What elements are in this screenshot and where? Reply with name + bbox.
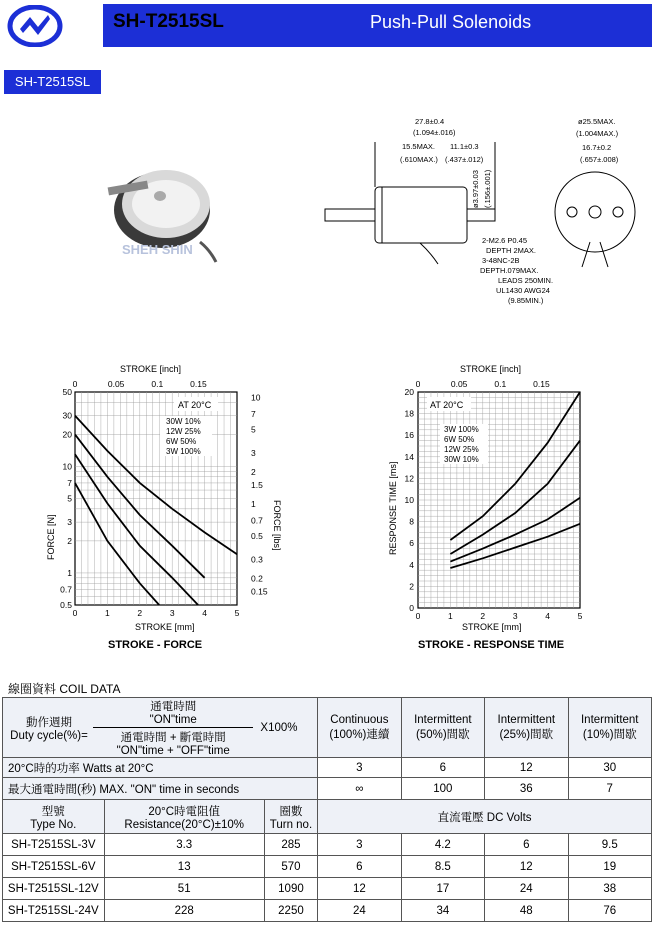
force-lbs-tick: 3: [251, 448, 256, 459]
table-row: [3, 856, 652, 878]
resistance-cell: 13: [104, 856, 264, 878]
time-y-tick: 8: [409, 516, 414, 527]
force-lbs-tick: 5: [251, 424, 256, 435]
dc-volt-cell: 6: [485, 834, 568, 856]
x100-label: X100%: [260, 721, 298, 734]
note-6: UL1430 AWG24: [496, 286, 550, 295]
resistance-cell: 51: [104, 878, 264, 900]
product-photo: [100, 150, 225, 270]
time-inch-tick: 0: [415, 379, 421, 389]
time-y-tick: 10: [404, 495, 414, 505]
dim-length-in: (1.094±.016): [413, 128, 456, 137]
time-x-tick: 4: [545, 611, 550, 621]
force-caption: STROKE - FORCE: [108, 639, 203, 651]
dc-volt-cell: 12: [485, 856, 568, 878]
force-y-tick: 50: [62, 387, 72, 397]
time-y-tick: 2: [409, 581, 414, 592]
dimension-drawing: [320, 112, 650, 312]
type-cell: SH-T2515SL-3V: [3, 834, 105, 856]
table-row: [3, 900, 652, 922]
mode-cn: (50%)間歇: [415, 728, 470, 741]
product-title: Push-Pull Solenoids: [370, 12, 532, 32]
ontime-value: 7: [568, 778, 651, 800]
time-y-tick: 14: [404, 451, 414, 462]
watts-value: 6: [401, 758, 484, 778]
resistance-cell: 228: [104, 900, 264, 922]
force-x-tick: 1: [105, 608, 110, 618]
dim-pitch: 16.7±0.2: [582, 143, 612, 152]
force-lbs-tick: 0.15: [251, 586, 268, 597]
stroke-response-time-chart: [380, 360, 630, 660]
force-lbs-tick: 10: [251, 392, 261, 403]
force-y-tick: 0.5: [60, 600, 72, 610]
dim-pitch-in: (.657±.008): [580, 155, 619, 164]
mode-en: Continuous: [330, 713, 389, 726]
force-inch-tick: 0: [72, 379, 78, 389]
turn-cn: 圈數: [279, 805, 303, 818]
force-right-label: FORCE [lbs]: [272, 500, 282, 551]
watts-value: 30: [568, 758, 651, 778]
time-top-label: STROKE [inch]: [460, 364, 522, 374]
force-lbs-tick: 0.3: [251, 554, 263, 565]
time-legend-1: 3W 100%: [444, 425, 479, 434]
mode-25: [485, 698, 568, 758]
time-x-tick: 3: [512, 611, 518, 621]
force-inch-tick: 0.15: [190, 379, 207, 389]
time-y-tick: 0: [409, 603, 414, 613]
ontime-value: 100: [401, 778, 484, 800]
dc-volt-cell: 48: [485, 900, 568, 922]
coil-data-table: [2, 697, 652, 922]
note-1: 2-M2.6 P0.45: [482, 236, 528, 245]
table-row: [3, 878, 652, 900]
ontime-label: 最大通電時間(秒) MAX. "ON" time in seconds: [3, 778, 318, 800]
frac-top: "ON"time: [149, 714, 197, 726]
force-legend-2: 12W 25%: [166, 427, 201, 436]
coil-data-caption: 線圈資料 COIL DATA: [8, 682, 121, 696]
duty-label-cn: 動作週期: [26, 716, 72, 729]
force-x-tick: 2: [137, 608, 143, 618]
watts-value: 12: [485, 758, 568, 778]
time-x-tick: 0: [415, 611, 421, 621]
time-caption: STROKE - RESPONSE TIME: [418, 639, 565, 651]
force-x-tick: 3: [169, 608, 175, 618]
dc-volts-header: 直流電壓 DC Volts: [318, 800, 652, 834]
frac-bot: "ON"time + "OFF"time: [116, 745, 230, 757]
force-top-label: STROKE [inch]: [120, 364, 182, 374]
turn-en: Turn no.: [269, 818, 313, 831]
dim-shaft-dia-in: (.156±.001): [483, 169, 492, 208]
dim-diameter: ø25.5MAX.: [578, 117, 616, 126]
force-legend-1: 30W 10%: [166, 417, 201, 426]
force-y-tick: 3: [67, 517, 72, 528]
dim-diameter-in: (1.004MAX.): [576, 129, 619, 138]
type-en: Type No.: [30, 818, 77, 831]
force-x-tick: 4: [202, 608, 207, 618]
turns-cell: 1090: [264, 878, 317, 900]
mode-cn: (25%)間歇: [499, 728, 554, 741]
time-inch-tick: 0.05: [450, 379, 468, 389]
force-y-tick: 2: [67, 535, 72, 546]
time-y-tick: 18: [404, 408, 414, 419]
res-cn: 20°C時電阻值: [148, 805, 221, 818]
turns-cell: 285: [264, 834, 317, 856]
dim-shaft: 11.1±0.3: [450, 142, 479, 151]
turns-header: [264, 800, 317, 834]
model-tag: SH-T2515SL: [4, 70, 101, 94]
force-y-tick: 1: [67, 567, 72, 578]
dc-volt-cell: 6: [318, 856, 402, 878]
resistance-header: [104, 800, 264, 834]
force-lbs-tick: 0.2: [251, 573, 263, 584]
force-left-label: FORCE [N]: [46, 514, 56, 560]
turns-cell: 570: [264, 856, 317, 878]
force-y-tick: 7: [67, 477, 72, 488]
dc-volt-cell: 12: [318, 878, 402, 900]
force-lbs-tick: 7: [251, 408, 256, 419]
dc-volt-cell: 4.2: [401, 834, 484, 856]
dim-length: 27.8±0.4: [415, 117, 445, 126]
time-legend-2: 6W 50%: [444, 435, 475, 444]
dim-shaft-dia: ø3.97±0.03: [471, 170, 480, 208]
force-y-tick: 0.7: [60, 584, 72, 595]
watts-label: 20°C時的功率 Watts at 20°C: [3, 758, 318, 778]
note-2: DEPTH 2MAX.: [486, 246, 537, 255]
mode-cn: (100%)連續: [329, 728, 390, 741]
force-lbs-tick: 2: [251, 466, 256, 477]
model-title: SH-T2515SL: [113, 11, 224, 32]
photo-watermark: SHEH SHIN: [122, 242, 193, 257]
force-inch-tick: 0.1: [151, 379, 164, 389]
ontime-value: 36: [485, 778, 568, 800]
turns-cell: 2250: [264, 900, 317, 922]
stroke-force-chart: [40, 360, 290, 660]
time-inch-tick: 0.1: [494, 379, 507, 389]
resistance-cell: 3.3: [104, 834, 264, 856]
duty-label: Duty cycle(%)=: [10, 729, 88, 742]
note-7: (9.85MIN.): [508, 296, 544, 305]
dc-volt-cell: 17: [401, 878, 484, 900]
time-y-label: RESPONSE TIME [ms]: [388, 461, 398, 555]
frac-top-cn: 通電時間: [150, 701, 197, 713]
company-logo: [6, 5, 64, 47]
time-y-tick: 12: [404, 473, 414, 484]
force-y-tick: 5: [67, 493, 72, 504]
time-y-tick: 6: [409, 538, 414, 549]
dc-volt-cell: 8.5: [401, 856, 484, 878]
force-lbs-tick: 1: [251, 498, 256, 509]
dc-volt-cell: 76: [568, 900, 651, 922]
note-5: LEADS 250MIN.: [498, 276, 554, 285]
mode-en: Intermittent: [497, 713, 556, 726]
mode-en: Intermittent: [580, 713, 639, 726]
force-y-tick: 30: [62, 410, 72, 421]
time-y-tick: 20: [404, 387, 414, 397]
time-x-tick: 1: [448, 611, 453, 621]
dc-volt-cell: 38: [568, 878, 651, 900]
time-temp: AT 20°C: [430, 400, 464, 410]
force-x-label: STROKE [mm]: [135, 622, 195, 632]
duty-fraction: [93, 698, 253, 757]
force-lbs-tick: 0.5: [251, 530, 263, 541]
dc-volt-cell: 3: [318, 834, 402, 856]
res-en: Resistance(20°C)±10%: [124, 818, 244, 831]
time-x-tick: 2: [480, 611, 486, 621]
mode-cn: (10%)間歇: [582, 728, 637, 741]
force-x-tick: 0: [72, 608, 78, 618]
time-y-tick: 4: [409, 559, 414, 570]
time-x-tick: 5: [577, 611, 583, 621]
mode-en: Intermittent: [414, 713, 472, 726]
ontime-value: ∞: [318, 778, 402, 800]
time-inch-tick: 0.15: [533, 379, 550, 389]
force-y-tick: 10: [62, 461, 72, 472]
force-legend-3: 6W 50%: [166, 437, 197, 446]
force-lbs-tick: 1.5: [251, 480, 263, 491]
force-lbs-tick: 0.7: [251, 515, 263, 526]
type-cn: 型號: [41, 805, 65, 818]
dc-volt-cell: 24: [318, 900, 402, 922]
table-row: [3, 834, 652, 856]
time-legend-3: 12W 25%: [444, 445, 479, 454]
duty-cycle-cell: [3, 698, 318, 758]
force-legend-4: 3W 100%: [166, 447, 201, 456]
force-x-tick: 5: [234, 608, 240, 618]
force-y-tick: 20: [62, 429, 72, 440]
frac-bot-cn: 通電時間 + 斷電時間: [120, 732, 226, 744]
mode-10: [568, 698, 651, 758]
note-3: 3-48NC-2B: [482, 256, 520, 265]
note-4: DEPTH.079MAX.: [480, 266, 539, 275]
watts-value: 3: [318, 758, 402, 778]
time-x-label: STROKE [mm]: [462, 622, 522, 632]
dim-body: 15.5MAX.: [402, 142, 435, 151]
time-y-tick: 16: [404, 430, 414, 441]
dim-body-in: (.610MAX.): [400, 155, 438, 164]
type-cell: SH-T2515SL-12V: [3, 878, 105, 900]
dc-volt-cell: 19: [568, 856, 651, 878]
type-cell: SH-T2515SL-24V: [3, 900, 105, 922]
type-header: [3, 800, 105, 834]
type-cell: SH-T2515SL-6V: [3, 856, 105, 878]
dc-volt-cell: 34: [401, 900, 484, 922]
time-legend-4: 30W 10%: [444, 455, 479, 464]
dim-shaft-in: (.437±.012): [445, 155, 484, 164]
force-temp: AT 20°C: [178, 400, 212, 410]
force-inch-tick: 0.05: [107, 379, 125, 389]
dc-volt-cell: 9.5: [568, 834, 651, 856]
mode-50: [401, 698, 484, 758]
mode-continuous: [318, 698, 402, 758]
dc-volt-cell: 24: [485, 878, 568, 900]
